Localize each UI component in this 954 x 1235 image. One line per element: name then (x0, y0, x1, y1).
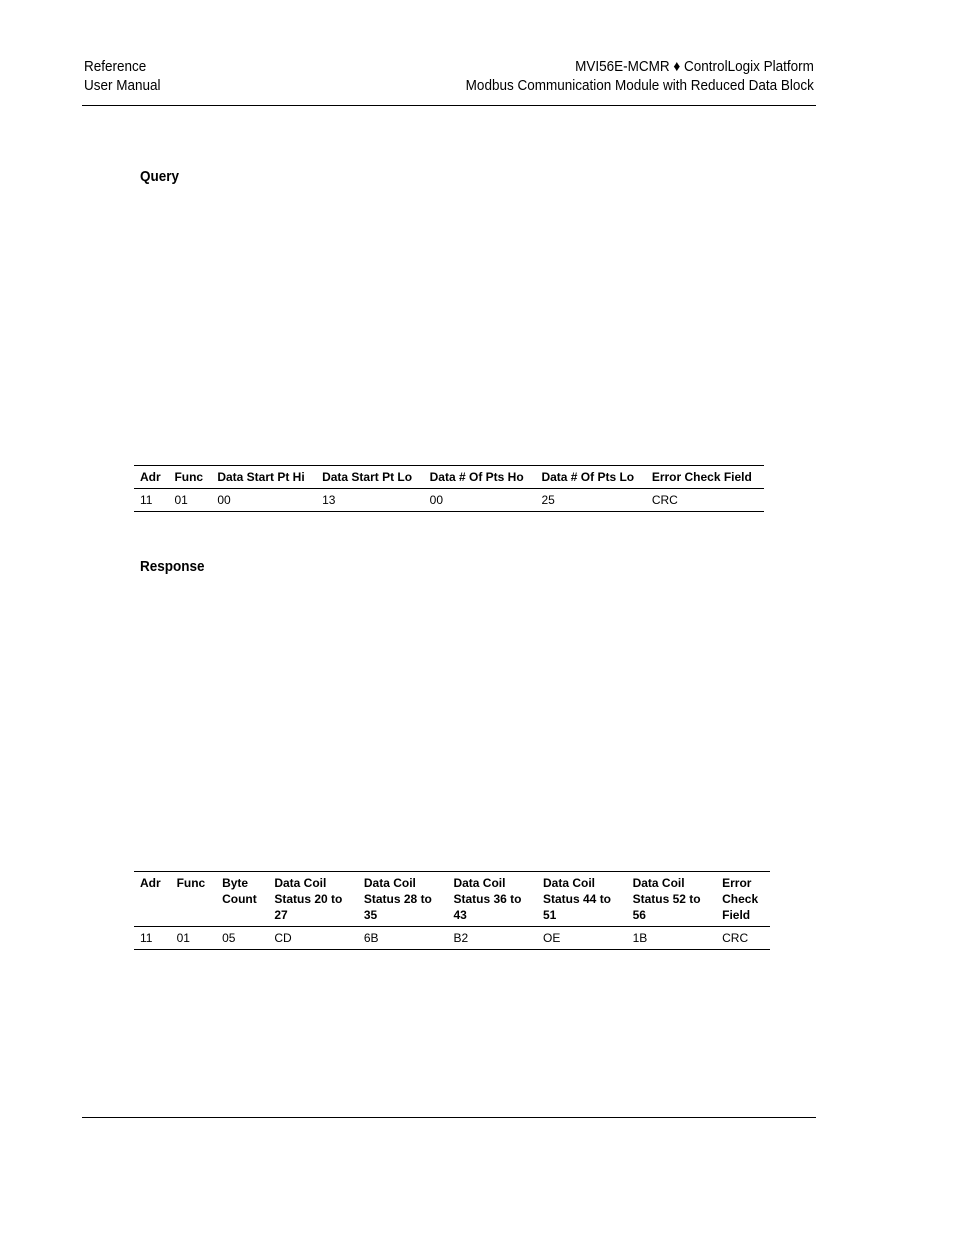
query-cell-error-check: CRC (646, 489, 764, 512)
response-col-error-check-line3: Field (722, 908, 751, 922)
query-col-start-lo: Data Start Pt Lo (316, 466, 424, 489)
query-col-pts-hi: Data # Of Pts Ho (424, 466, 536, 489)
query-col-error-check: Error Check Field (646, 466, 764, 489)
header-product-description: Modbus Communication Module with Reduced Data Block (465, 77, 814, 94)
response-col-byte-count-line1: Byte (222, 876, 249, 890)
response-col-coil-36-43 (447, 872, 537, 927)
response-col-coil-52-56-line1: Data Coil (632, 876, 685, 890)
response-col-coil-28-35-line1: Data Coil (363, 876, 416, 890)
query-header-row (134, 466, 764, 489)
response-cell-adr: 11 (134, 927, 171, 950)
response-cell-byte-count: 05 (216, 927, 268, 950)
query-cell-start-hi: 00 (211, 489, 316, 512)
response-col-coil-28-35-line2: Status 28 to (363, 892, 432, 906)
table-row (134, 927, 770, 950)
response-col-adr (134, 872, 171, 927)
response-col-byte-count (216, 872, 268, 927)
response-col-coil-52-56 (627, 872, 717, 927)
response-cell-error-check: CRC (716, 927, 770, 950)
response-cell-coil-36-43: B2 (447, 927, 537, 950)
response-col-coil-52-56-line2: Status 52 to (632, 892, 701, 906)
response-col-coil-44-51-line3: 51 (543, 908, 557, 922)
header-right (466, 57, 814, 95)
query-col-pts-lo: Data # Of Pts Lo (535, 466, 645, 489)
response-cell-func: 01 (171, 927, 217, 950)
response-cell-coil-44-51: OE (537, 927, 627, 950)
response-col-coil-28-35-line3: 35 (363, 908, 378, 922)
response-cell-coil-52-56: 1B (627, 927, 717, 950)
query-cell-pts-hi: 00 (424, 489, 536, 512)
response-col-coil-44-51 (537, 872, 627, 927)
response-col-coil-36-43-line3: 43 (453, 908, 467, 922)
response-col-func-line: Func (176, 876, 206, 890)
response-col-func (171, 872, 217, 927)
response-col-coil-20-27-line1: Data Coil (274, 876, 327, 890)
header-divider (82, 105, 816, 106)
header-doc-type: User Manual (84, 77, 161, 94)
query-cell-func: 01 (168, 489, 211, 512)
response-col-coil-44-51-line2: Status 44 to (543, 892, 612, 906)
response-header-row (134, 872, 770, 927)
query-col-start-hi: Data Start Pt Hi (211, 466, 316, 489)
query-col-func: Func (168, 466, 211, 489)
response-cell-coil-28-35: 6B (358, 927, 448, 950)
response-col-error-check-line1: Error (722, 876, 752, 890)
query-col-adr: Adr (134, 466, 168, 489)
query-heading: Query (140, 168, 180, 185)
response-col-coil-28-35 (358, 872, 448, 927)
response-col-error-check-line2: Check (722, 892, 759, 906)
table-row (134, 489, 764, 512)
header-section-name: Reference (84, 58, 147, 75)
response-col-coil-52-56-line3: 56 (632, 908, 646, 922)
response-col-coil-44-51-line1: Data Coil (543, 876, 596, 890)
header-left (84, 57, 161, 95)
response-cell-coil-20-27: CD (268, 927, 358, 950)
footer-divider (82, 1117, 816, 1118)
response-heading: Response (140, 558, 205, 575)
response-col-coil-20-27-line3: 27 (274, 908, 288, 922)
response-col-byte-count-line2: Count (222, 892, 257, 906)
query-cell-adr: 11 (134, 489, 168, 512)
response-col-coil-36-43-line1: Data Coil (453, 876, 506, 890)
response-table (134, 871, 770, 950)
query-table (134, 465, 764, 512)
response-col-coil-20-27 (268, 872, 358, 927)
response-col-adr-line: Adr (140, 876, 161, 890)
header-product-name: MVI56E-MCMR ♦ ControlLogix Platform (575, 58, 814, 75)
query-cell-start-lo: 13 (316, 489, 424, 512)
response-col-coil-20-27-line2: Status 20 to (274, 892, 343, 906)
response-col-coil-36-43-line2: Status 36 to (453, 892, 522, 906)
query-cell-pts-lo: 25 (535, 489, 645, 512)
response-col-error-check (716, 872, 770, 927)
